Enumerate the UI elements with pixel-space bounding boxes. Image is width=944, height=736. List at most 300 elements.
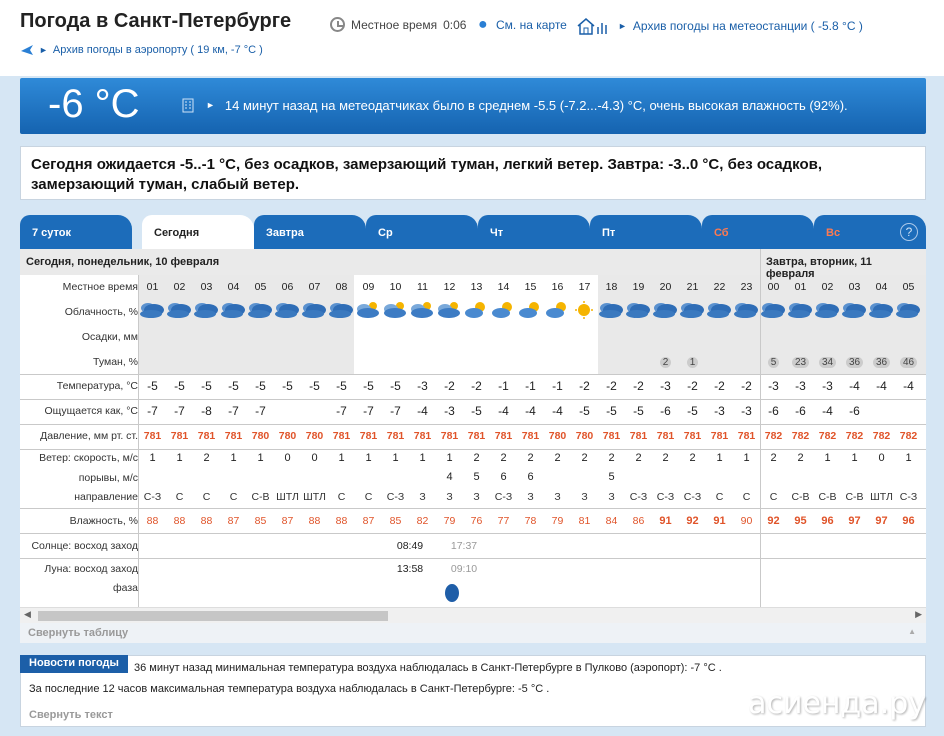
cloud-icon bbox=[598, 300, 624, 320]
plane-icon bbox=[20, 43, 34, 57]
wind-cell: 1 bbox=[149, 452, 156, 464]
tab-today[interactable]: Сегодня bbox=[142, 215, 254, 249]
wind-cell: 1 bbox=[257, 452, 264, 464]
direction-cell: С-В bbox=[791, 491, 810, 503]
cloud-icon bbox=[436, 300, 462, 320]
wind-cell: 1 bbox=[905, 452, 912, 464]
table-scrollbar[interactable] bbox=[20, 607, 926, 623]
hour-cell: 22 bbox=[713, 281, 726, 293]
pressure-cell: 781 bbox=[332, 430, 351, 442]
humidity-cell: 88 bbox=[173, 515, 186, 527]
current-weather-text bbox=[180, 97, 848, 113]
cloud-icon bbox=[652, 300, 678, 320]
tab-sat[interactable]: Сб bbox=[702, 215, 814, 249]
row-label-gusts: порывы, м/с bbox=[78, 472, 138, 484]
pressure-cell: 781 bbox=[359, 430, 378, 442]
direction-cell: С-З bbox=[656, 491, 675, 503]
fog-cell bbox=[841, 354, 868, 368]
temp-cell: -2 bbox=[579, 379, 590, 393]
cloud-icon bbox=[166, 300, 192, 320]
wind-cell: 2 bbox=[797, 452, 804, 464]
wind-cell: 1 bbox=[743, 452, 750, 464]
fog-value: 23 bbox=[792, 357, 809, 368]
fog-cell bbox=[652, 354, 679, 368]
tab-wed[interactable]: Ср bbox=[366, 215, 478, 249]
temp-cell: -1 bbox=[552, 379, 563, 393]
row-label-pressure: Давление, мм рт. ст. bbox=[40, 430, 138, 442]
wind-cell: 1 bbox=[176, 452, 183, 464]
pressure-cell: 781 bbox=[521, 430, 540, 442]
fog-value: 1 bbox=[687, 357, 699, 368]
hour-cell: 15 bbox=[524, 281, 537, 293]
temp-cell: -5 bbox=[174, 379, 185, 393]
help-icon[interactable]: ? bbox=[900, 223, 918, 241]
wind-cell: 1 bbox=[392, 452, 399, 464]
temp-cell: -5 bbox=[309, 379, 320, 393]
chevron-up-icon[interactable]: ▲ bbox=[908, 627, 916, 636]
wind-cell: 1 bbox=[338, 452, 345, 464]
direction-cell: С bbox=[229, 491, 238, 503]
row-label-fog: Туман, % bbox=[93, 356, 138, 368]
hour-cell: 08 bbox=[335, 281, 348, 293]
hour-cell: 21 bbox=[686, 281, 699, 293]
pressure-cell: 780 bbox=[305, 430, 324, 442]
direction-cell: С-З bbox=[683, 491, 702, 503]
direction-cell: З bbox=[554, 491, 561, 503]
pressure-cell: 781 bbox=[197, 430, 216, 442]
wind-cell: 1 bbox=[716, 452, 723, 464]
hour-cell: 03 bbox=[848, 281, 861, 293]
direction-cell: С bbox=[202, 491, 211, 503]
page-header bbox=[0, 0, 944, 76]
feels-cell: -8 bbox=[201, 404, 212, 418]
moon-phase-icon bbox=[443, 583, 461, 603]
cloud-icon bbox=[463, 300, 489, 320]
feels-cell: -4 bbox=[822, 404, 833, 418]
cloud-icon bbox=[544, 300, 570, 320]
news-label: Новости погоды bbox=[20, 655, 128, 673]
gust-cell: 5 bbox=[473, 471, 480, 483]
temp-cell: -4 bbox=[849, 379, 860, 393]
hour-cell: 00 bbox=[767, 281, 780, 293]
cloud-icon bbox=[733, 300, 759, 320]
wind-cell: 1 bbox=[851, 452, 858, 464]
cloud-icon bbox=[409, 300, 435, 320]
cloud-icon bbox=[247, 300, 273, 320]
pressure-cell: 781 bbox=[602, 430, 621, 442]
humidity-cell: 92 bbox=[686, 515, 699, 527]
fog-cell bbox=[814, 354, 841, 368]
hour-cell: 12 bbox=[443, 281, 456, 293]
local-time-label: Местное время bbox=[351, 17, 438, 32]
hour-cell: 14 bbox=[497, 281, 510, 293]
pressure-cell: 781 bbox=[656, 430, 675, 442]
direction-cell: З bbox=[473, 491, 480, 503]
current-weather-bar bbox=[20, 78, 926, 134]
pressure-cell: 780 bbox=[278, 430, 297, 442]
divider bbox=[20, 508, 926, 509]
temp-cell: -2 bbox=[471, 379, 482, 393]
fog-cell bbox=[760, 354, 787, 368]
station-archive-label[interactable]: Архив погоды на метеостанции ( -5.8 °C ) bbox=[632, 19, 863, 33]
humidity-cell: 76 bbox=[470, 515, 483, 527]
wind-cell: 2 bbox=[473, 452, 480, 464]
wind-cell: 1 bbox=[365, 452, 372, 464]
feels-cell: -3 bbox=[714, 404, 725, 418]
row-label-phase: фаза bbox=[112, 582, 138, 594]
temp-cell: -3 bbox=[795, 379, 806, 393]
feels-cell: -7 bbox=[390, 404, 401, 418]
feels-cell: -7 bbox=[363, 404, 374, 418]
feels-cell: -5 bbox=[579, 404, 590, 418]
temp-cell: -4 bbox=[903, 379, 914, 393]
temp-cell: -2 bbox=[444, 379, 455, 393]
humidity-cell: 79 bbox=[443, 515, 456, 527]
hourly-table bbox=[20, 249, 926, 607]
humidity-cell: 85 bbox=[389, 515, 402, 527]
cloud-icon bbox=[625, 300, 651, 320]
cloud-icon bbox=[814, 300, 840, 320]
pressure-cell: 782 bbox=[764, 430, 783, 442]
direction-cell: С-З bbox=[899, 491, 918, 503]
wind-cell: 1 bbox=[446, 452, 453, 464]
pressure-cell: 781 bbox=[467, 430, 486, 442]
humidity-cell: 87 bbox=[227, 515, 240, 527]
hour-cell: 03 bbox=[200, 281, 213, 293]
row-label-clouds: Облачность, % bbox=[64, 306, 138, 318]
tab-sun[interactable]: Вс bbox=[814, 215, 926, 249]
fog-value: 46 bbox=[900, 357, 917, 368]
cloud-icon bbox=[517, 300, 543, 320]
hour-cell: 06 bbox=[281, 281, 294, 293]
temp-cell: -2 bbox=[606, 379, 617, 393]
temp-cell: -5 bbox=[147, 379, 158, 393]
wind-cell: 1 bbox=[230, 452, 237, 464]
temp-cell: -5 bbox=[201, 379, 212, 393]
hour-cell: 11 bbox=[417, 281, 428, 293]
fog-cell bbox=[895, 354, 922, 368]
pressure-cell: 782 bbox=[872, 430, 891, 442]
pressure-cell: 781 bbox=[494, 430, 513, 442]
day-tabs bbox=[20, 215, 926, 249]
fog-value: 36 bbox=[846, 357, 863, 368]
pressure-cell: 782 bbox=[899, 430, 918, 442]
pressure-cell: 780 bbox=[251, 430, 270, 442]
hour-cell: 05 bbox=[254, 281, 267, 293]
direction-cell: С bbox=[175, 491, 184, 503]
hour-cell: 04 bbox=[227, 281, 240, 293]
collapse-text-link[interactable]: Свернуть текст bbox=[29, 709, 113, 721]
tab-fri[interactable]: Пт bbox=[590, 215, 702, 249]
wind-cell: 2 bbox=[203, 452, 210, 464]
moonset-time: 09:10 bbox=[450, 563, 478, 575]
collapse-table-label[interactable]: Свернуть таблицу bbox=[28, 627, 129, 639]
tab-tomorrow[interactable]: Завтра bbox=[254, 215, 366, 249]
pressure-cell: 781 bbox=[710, 430, 729, 442]
pressure-cell: 781 bbox=[413, 430, 432, 442]
temp-cell: -3 bbox=[768, 379, 779, 393]
arrow-icon: ► bbox=[206, 100, 215, 110]
humidity-cell: 96 bbox=[821, 515, 834, 527]
fog-cell bbox=[679, 354, 706, 368]
wind-cell: 2 bbox=[554, 452, 561, 464]
feels-cell: -5 bbox=[687, 404, 698, 418]
direction-cell: З bbox=[527, 491, 534, 503]
direction-cell: ШТЛ bbox=[303, 491, 326, 503]
cloud-icon bbox=[895, 300, 921, 320]
temp-cell: -3 bbox=[822, 379, 833, 393]
feels-cell: -5 bbox=[633, 404, 644, 418]
humidity-cell: 91 bbox=[659, 515, 672, 527]
hour-cell: 16 bbox=[551, 281, 564, 293]
direction-cell: С-В bbox=[845, 491, 864, 503]
direction-cell: ШТЛ bbox=[276, 491, 299, 503]
wind-cell: 2 bbox=[635, 452, 642, 464]
feels-cell: -4 bbox=[498, 404, 509, 418]
feels-cell: -6 bbox=[660, 404, 671, 418]
humidity-cell: 86 bbox=[632, 515, 645, 527]
tomorrow-header: Завтра, вторник, 11 февраля bbox=[760, 249, 926, 275]
wind-cell: 0 bbox=[284, 452, 291, 464]
tab-7-days[interactable]: 7 суток bbox=[20, 215, 132, 249]
news-line-2: За последние 12 часов максимальная температура воздуха наблюдалась в Санкт-Петербурге: -5 °C . bbox=[29, 683, 550, 695]
hour-cell: 05 bbox=[902, 281, 915, 293]
wind-cell: 2 bbox=[662, 452, 669, 464]
humidity-cell: 85 bbox=[254, 515, 267, 527]
direction-cell: С bbox=[715, 491, 724, 503]
temp-cell: -1 bbox=[498, 379, 509, 393]
local-time-value: 0:06 bbox=[443, 17, 467, 32]
row-label-moon: Луна: восход заход bbox=[44, 563, 138, 575]
sunset-time: 17:37 bbox=[450, 540, 478, 552]
direction-cell: С-В bbox=[818, 491, 837, 503]
temp-cell: -5 bbox=[282, 379, 293, 393]
temp-cell: -5 bbox=[336, 379, 347, 393]
pressure-cell: 782 bbox=[818, 430, 837, 442]
temp-cell: -2 bbox=[633, 379, 644, 393]
humidity-cell: 78 bbox=[524, 515, 537, 527]
arrow-icon: ► bbox=[618, 21, 627, 31]
pressure-cell: 780 bbox=[575, 430, 594, 442]
temp-cell: -5 bbox=[228, 379, 239, 393]
airport-archive-label[interactable]: Архив погоды в аэропорту ( 19 км, -7 °C ) bbox=[52, 44, 263, 56]
hour-cell: 18 bbox=[605, 281, 618, 293]
building-icon bbox=[180, 97, 196, 113]
pressure-cell: 781 bbox=[143, 430, 162, 442]
feels-cell: -6 bbox=[795, 404, 806, 418]
divider bbox=[20, 449, 926, 450]
divider bbox=[20, 399, 926, 400]
gust-cell: 4 bbox=[446, 471, 453, 483]
cloud-icon bbox=[490, 300, 516, 320]
wind-cell: 0 bbox=[311, 452, 318, 464]
temp-cell: -2 bbox=[741, 379, 752, 393]
temp-cell: -5 bbox=[255, 379, 266, 393]
feels-cell: -7 bbox=[255, 404, 266, 418]
pressure-cell: 782 bbox=[845, 430, 864, 442]
humidity-cell: 91 bbox=[713, 515, 726, 527]
temp-cell: -5 bbox=[390, 379, 401, 393]
station-archive-link[interactable] bbox=[576, 17, 863, 35]
direction-cell: ШТЛ bbox=[870, 491, 893, 503]
direction-cell: С-З bbox=[494, 491, 513, 503]
map-link-label[interactable]: См. на карте bbox=[496, 18, 567, 32]
humidity-cell: 97 bbox=[848, 515, 861, 527]
row-label-time: Местное время bbox=[62, 281, 138, 293]
humidity-cell: 87 bbox=[281, 515, 294, 527]
direction-cell: З bbox=[419, 491, 426, 503]
feels-cell: -3 bbox=[444, 404, 455, 418]
wind-cell: 0 bbox=[878, 452, 885, 464]
wind-cell: 2 bbox=[689, 452, 696, 464]
fog-cell bbox=[787, 354, 814, 368]
wind-cell: 2 bbox=[527, 452, 534, 464]
map-link[interactable] bbox=[478, 17, 567, 33]
pressure-cell: 782 bbox=[791, 430, 810, 442]
pressure-cell: 781 bbox=[683, 430, 702, 442]
feels-cell: -6 bbox=[768, 404, 779, 418]
direction-cell: З bbox=[581, 491, 588, 503]
temp-cell: -3 bbox=[660, 379, 671, 393]
direction-cell: С-З bbox=[143, 491, 162, 503]
tab-thu[interactable]: Чт bbox=[478, 215, 590, 249]
feels-cell: -7 bbox=[336, 404, 347, 418]
row-label-precip: Осадки, мм bbox=[81, 331, 138, 343]
humidity-cell: 88 bbox=[200, 515, 213, 527]
hour-cell: 17 bbox=[578, 281, 591, 293]
divider bbox=[20, 533, 926, 534]
feels-cell: -3 bbox=[741, 404, 752, 418]
hour-cell: 20 bbox=[659, 281, 672, 293]
pressure-cell: 781 bbox=[737, 430, 756, 442]
cloud-icon bbox=[841, 300, 867, 320]
hour-cell: 04 bbox=[875, 281, 888, 293]
row-label-wind: Ветер: скорость, м/с bbox=[39, 452, 138, 464]
direction-cell: С-З bbox=[386, 491, 405, 503]
collapse-table-link[interactable] bbox=[20, 623, 926, 643]
humidity-cell: 90 bbox=[740, 515, 753, 527]
gust-cell: 5 bbox=[608, 471, 615, 483]
direction-cell: З bbox=[608, 491, 615, 503]
watermark: асиенда.ру bbox=[748, 686, 926, 721]
hour-cell: 23 bbox=[740, 281, 753, 293]
row-label-temp: Температура, °C bbox=[56, 380, 138, 392]
direction-cell: С bbox=[769, 491, 778, 503]
moonrise-time: 13:58 bbox=[396, 563, 424, 575]
humidity-cell: 88 bbox=[308, 515, 321, 527]
cloud-icon bbox=[760, 300, 786, 320]
cloud-icon bbox=[193, 300, 219, 320]
gust-cell: 6 bbox=[500, 471, 507, 483]
cloud-icon bbox=[328, 300, 354, 320]
humidity-cell: 84 bbox=[605, 515, 618, 527]
airport-archive-link[interactable] bbox=[20, 43, 263, 57]
humidity-cell: 96 bbox=[902, 515, 915, 527]
current-temp: -6 °C bbox=[48, 82, 140, 126]
feels-cell: -5 bbox=[471, 404, 482, 418]
cloud-icon bbox=[139, 300, 165, 320]
feels-cell: -4 bbox=[417, 404, 428, 418]
feels-cell: -7 bbox=[228, 404, 239, 418]
pressure-cell: 781 bbox=[170, 430, 189, 442]
direction-cell: С bbox=[364, 491, 373, 503]
feels-cell: -6 bbox=[849, 404, 860, 418]
hour-cell: 01 bbox=[146, 281, 159, 293]
local-time bbox=[330, 17, 466, 32]
sunrise-time: 08:49 bbox=[396, 540, 424, 552]
hour-cell: 07 bbox=[308, 281, 321, 293]
fog-value: 5 bbox=[768, 357, 780, 368]
direction-cell: С-З bbox=[629, 491, 648, 503]
direction-cell: С-В bbox=[251, 491, 270, 503]
scroll-right-icon[interactable]: ▶ bbox=[915, 609, 922, 619]
humidity-cell: 88 bbox=[335, 515, 348, 527]
feels-cell: -4 bbox=[552, 404, 563, 418]
temp-cell: -3 bbox=[417, 379, 428, 393]
row-label-direction: направление bbox=[74, 491, 138, 503]
scroll-left-icon[interactable]: ◀ bbox=[24, 609, 31, 619]
feels-cell: -7 bbox=[147, 404, 158, 418]
direction-cell: З bbox=[446, 491, 453, 503]
divider bbox=[20, 558, 926, 559]
news-line-1: 36 минут назад минимальная температура воздуха наблюдалась в Санкт-Петербурге в Пулково (аэропорт): -7 °C . bbox=[134, 662, 722, 674]
temp-cell: -1 bbox=[525, 379, 536, 393]
hour-cell: 01 bbox=[794, 281, 807, 293]
hour-cell: 02 bbox=[173, 281, 186, 293]
feels-cell: -4 bbox=[525, 404, 536, 418]
wind-cell: 2 bbox=[770, 452, 777, 464]
humidity-cell: 77 bbox=[497, 515, 510, 527]
cloud-icon bbox=[382, 300, 408, 320]
feels-cell: -7 bbox=[174, 404, 185, 418]
cloud-icon bbox=[220, 300, 246, 320]
fog-cell bbox=[868, 354, 895, 368]
humidity-cell: 79 bbox=[551, 515, 564, 527]
humidity-cell: 97 bbox=[875, 515, 888, 527]
pressure-cell: 780 bbox=[548, 430, 567, 442]
temp-cell: -2 bbox=[714, 379, 725, 393]
fog-value: 2 bbox=[660, 357, 672, 368]
map-pin-icon: ● bbox=[478, 16, 488, 33]
hour-cell: 13 bbox=[470, 281, 483, 293]
cloud-icon bbox=[868, 300, 894, 320]
fog-value: 34 bbox=[819, 357, 836, 368]
row-label-humidity: Влажность, % bbox=[69, 515, 138, 527]
wind-cell: 2 bbox=[581, 452, 588, 464]
cloud-icon bbox=[355, 300, 381, 320]
cloud-icon bbox=[679, 300, 705, 320]
humidity-cell: 95 bbox=[794, 515, 807, 527]
wind-cell: 2 bbox=[608, 452, 615, 464]
pressure-cell: 781 bbox=[629, 430, 648, 442]
row-label-feels: Ощущается как, °C bbox=[44, 405, 138, 417]
forecast-summary: Сегодня ожидается -5..-1 °C, без осадков, замерзающий туман, легкий ветер. Завтра: -3..0 °C, без осадков, замерзающий туман, слабый ветер. bbox=[20, 146, 926, 200]
scrollbar-thumb[interactable] bbox=[38, 611, 388, 621]
page-title: Погода в Санкт-Петербурге bbox=[20, 10, 292, 32]
temp-cell: -2 bbox=[687, 379, 698, 393]
humidity-cell: 92 bbox=[767, 515, 780, 527]
feels-cell: -5 bbox=[606, 404, 617, 418]
temp-cell: -5 bbox=[363, 379, 374, 393]
pressure-cell: 781 bbox=[440, 430, 459, 442]
hour-cell: 09 bbox=[362, 281, 375, 293]
humidity-cell: 87 bbox=[362, 515, 375, 527]
direction-cell: С bbox=[337, 491, 346, 503]
cloud-icon bbox=[787, 300, 813, 320]
row-label-sun: Солнце: восход заход bbox=[31, 540, 138, 552]
pressure-cell: 781 bbox=[386, 430, 405, 442]
humidity-cell: 81 bbox=[578, 515, 591, 527]
